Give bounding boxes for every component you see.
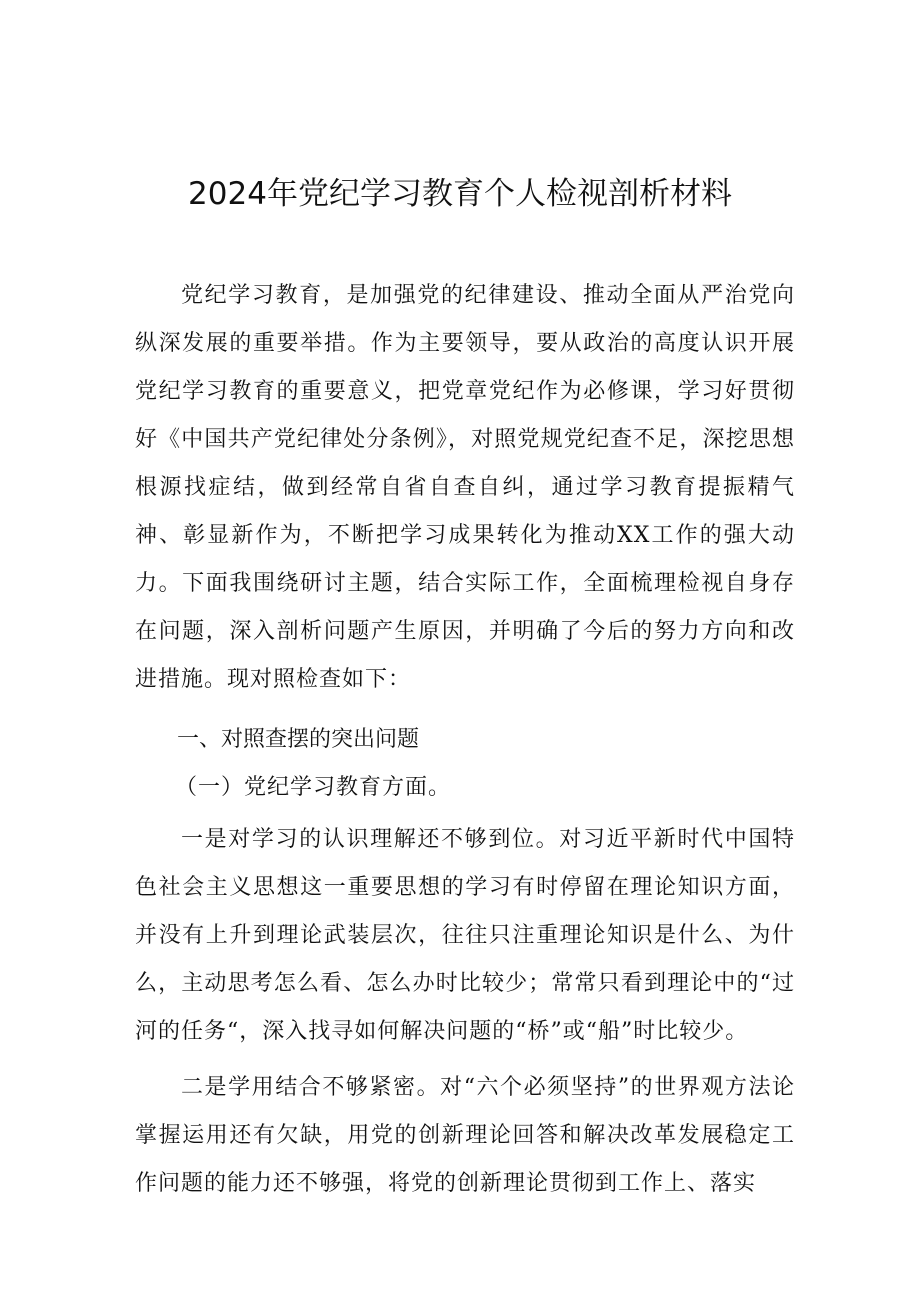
document-body bbox=[135, 272, 795, 1208]
body-paragraph: 二是学用结合不够紧密。对“六个必须坚持”的世界观方法论掌握运用还有欠缺，用党的创新理论回答和解决改革发展稳定工作问题的能力还不够强，将党的创新理论贯彻到工作上、落实 bbox=[135, 1075, 795, 1196]
section-heading: 一、对照查摆的突出问题 bbox=[177, 727, 420, 752]
spacer bbox=[135, 1056, 795, 1064]
subsection-heading: （一）党纪学习教育方面。 bbox=[175, 775, 452, 800]
body-paragraph: 一是对学习的认识理解还不够到位。对习近平新时代中国特色社会主义思想这一重要思想的学习有时停留在理论知识方面，并没有上升到理论武装层次，往往只注重理论知识是什么、为什么，主动思考怎么看、怎么办时比较少；常常只看到理论中的“过河的任务“，深入找寻如何解决问题的“桥”或“船”时比较少。 bbox=[135, 827, 795, 1044]
intro-paragraph: 党纪学习教育，是加强党的纪律建设、推动全面从严治党向纵深发展的重要举措。作为主要领导，要从政治的高度认识开展党纪学习教育的重要意义，把党章党纪作为必修课，学习好贯彻好《中国共产党纪律处分条例》，对照党规党纪查不足，深挖思想根源找症结，做到经常自省自查自纠，通过学习教育提振精气神、彰显新作为，不断把学习成果转化为推动XX工作的强大动力。下面我围绕研讨主题，结合实际工作，全面梳理检视自身存在问题，深入剖析问题产生原因，并明确了今后的努力方向和改进措施。现对照检查如下： bbox=[135, 283, 795, 692]
spacer bbox=[135, 704, 795, 712]
spacer bbox=[135, 808, 795, 816]
document-title: 2024年党纪学习教育个人检视剖析材料 bbox=[188, 176, 732, 212]
